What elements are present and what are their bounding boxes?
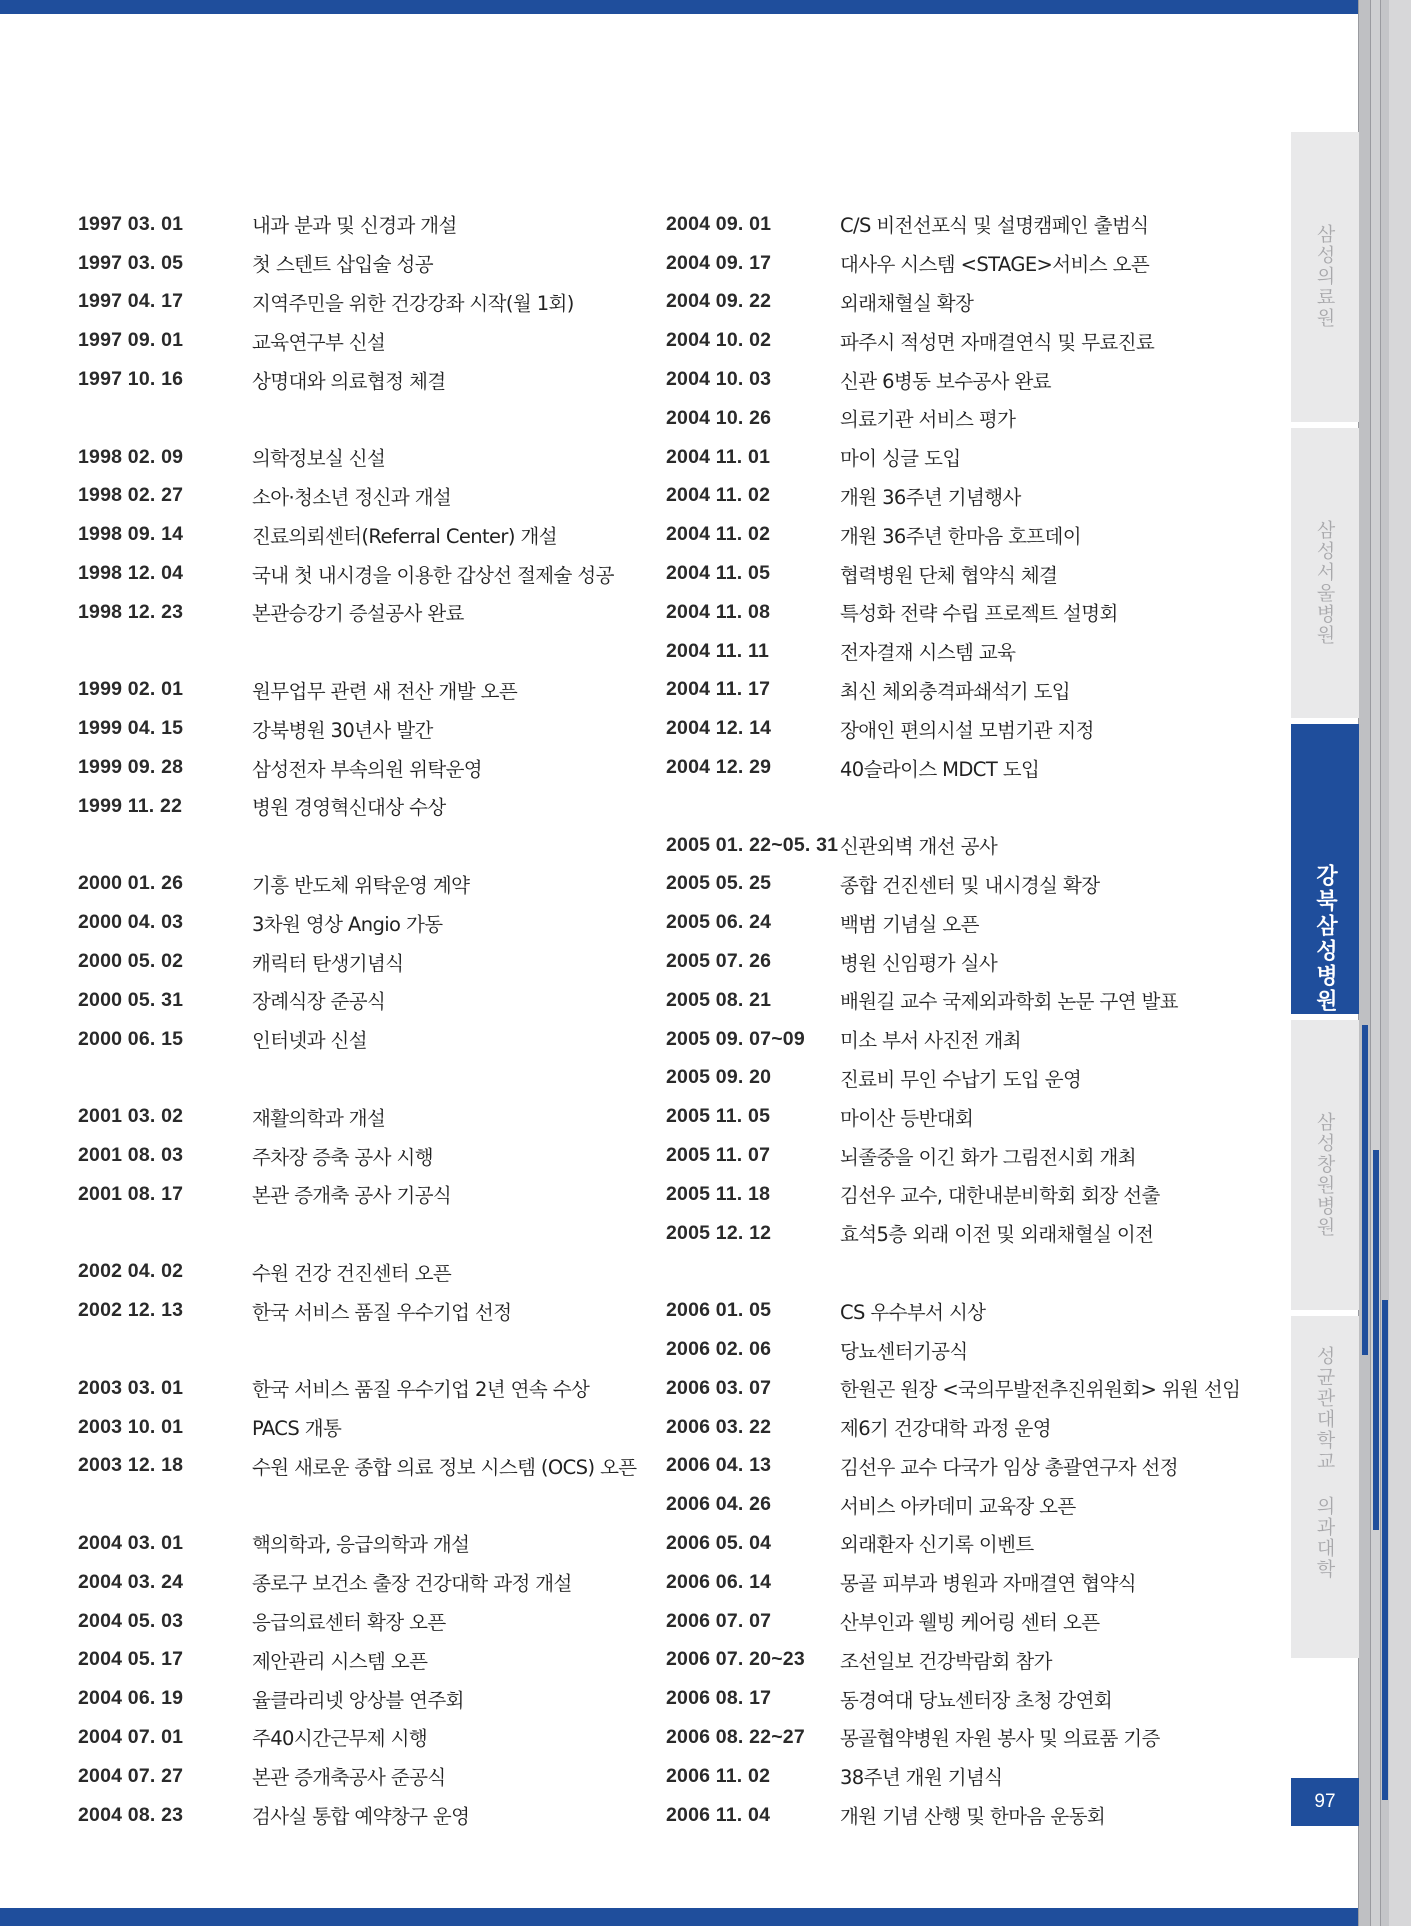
- entry-date: 2004 09. 22: [666, 290, 772, 313]
- entry-date: 2006 02. 06: [666, 1338, 772, 1360]
- entry-text: 몽골협약병원 자원 봉사 및 의료품 기증: [840, 1727, 1160, 1751]
- tab-samsung-medical-center[interactable]: [1291, 132, 1359, 422]
- timeline-entry: [78, 360, 638, 399]
- entry-date: 1999 11. 22: [78, 794, 183, 817]
- entry-date: 2004 11. 05: [666, 562, 771, 585]
- timeline-entry: [666, 942, 1286, 981]
- tab-label: 삼성의료원: [1313, 224, 1336, 329]
- timeline-entry: [666, 1447, 1286, 1486]
- tab-samsung-changwon-hospital[interactable]: [1291, 1020, 1359, 1310]
- entry-date: 2004 06. 19: [78, 1687, 184, 1710]
- entry-text: 종합 건진센터 및 내시경실 확장: [840, 873, 1100, 897]
- entry-text: 40슬라이스 MDCT 도입: [840, 757, 1040, 781]
- timeline-entry: [78, 593, 638, 632]
- entry-date: 2005 11. 07: [666, 1144, 771, 1167]
- entry-date: 2004 11. 17: [666, 678, 771, 701]
- entry-date: 1998 09. 14: [78, 523, 184, 546]
- entry-text: 본관 증개축 공사 기공식: [252, 1184, 452, 1208]
- entry-text: 외래채혈실 확장: [840, 291, 974, 315]
- entry-date: 2006 04. 13: [666, 1454, 772, 1477]
- entry-date: 1998 12. 23: [78, 600, 184, 623]
- timeline-entry: [78, 1640, 638, 1679]
- entry-text: 재활의학과 개설: [252, 1106, 386, 1130]
- entry-text: 지역주민을 위한 건강강좌 시작(월 1회): [252, 291, 574, 315]
- timeline-entry: [78, 1097, 638, 1136]
- edge-tab-mark: [1382, 1300, 1388, 1800]
- timeline-entry: [666, 1602, 1286, 1641]
- tab-label: 삼성창원병원: [1313, 1112, 1336, 1238]
- timeline-entry: [666, 554, 1286, 593]
- entry-text: 전자결재 시스템 교육: [840, 641, 1016, 665]
- entry-text: 개원 기념 산행 및 한마음 운동회: [840, 1805, 1106, 1829]
- entry-date: 1998 02. 09: [78, 445, 184, 468]
- timeline-entry: [666, 903, 1286, 942]
- entry-date: 2005 11. 18: [666, 1182, 771, 1205]
- entry-text: 당뇨센터기공식: [840, 1339, 968, 1363]
- entry-date: 2000 04. 03: [78, 911, 184, 934]
- timeline-entry: [666, 1485, 1286, 1524]
- entry-text: 3차원 영상 Angio 가동: [252, 912, 443, 936]
- timeline-entry: [78, 709, 638, 748]
- entry-text: 진료의뢰센터(Referral Center) 개설: [252, 524, 557, 548]
- entry-date: 2001 08. 03: [78, 1144, 184, 1167]
- tab-skku-medical-school[interactable]: [1291, 1316, 1359, 1658]
- timeline-entry: [666, 1059, 1286, 1098]
- entry-date: 1997 03. 05: [78, 251, 184, 274]
- entry-date: 2002 12. 13: [78, 1299, 184, 1322]
- entry-date: 1997 03. 01: [78, 212, 184, 235]
- tab-label: 성균관대학교 의과대학: [1313, 1346, 1336, 1580]
- entry-text: 주40시간근무제 시행: [252, 1727, 428, 1751]
- entry-text: 상명대와 의료협정 체결: [252, 369, 446, 393]
- timeline-entry: [78, 1718, 638, 1757]
- timeline-entry: [78, 865, 638, 904]
- entry-date: 2004 05. 03: [78, 1609, 184, 1632]
- tab-kangbuk-samsung-hospital[interactable]: [1291, 724, 1359, 1014]
- entry-date: 2004 12. 14: [666, 717, 772, 740]
- entry-text: 율클라리넷 앙상블 연주회: [252, 1688, 464, 1712]
- entry-text: 서비스 아카데미 교육장 오픈: [840, 1494, 1076, 1518]
- entry-date: 2006 05. 04: [666, 1531, 772, 1554]
- timeline-entry: [78, 1369, 638, 1408]
- entry-text: 개원 36주년 한마음 호프데이: [840, 524, 1082, 548]
- timeline-entry: [666, 593, 1286, 632]
- entry-text: 종로구 보건소 출장 건강대학 과정 개설: [252, 1572, 572, 1596]
- spacer-row: [666, 787, 1286, 826]
- timeline-entry: [666, 1369, 1286, 1408]
- entry-text: 장애인 편의시설 모범기관 지정: [840, 718, 1094, 742]
- timeline-entry: [78, 748, 638, 787]
- timeline-entry: [78, 942, 638, 981]
- entry-date: 2004 08. 23: [78, 1803, 184, 1826]
- entry-text: 소아·청소년 정신과 개설: [252, 485, 452, 509]
- entry-text: 협력병원 단체 협약식 체결: [840, 563, 1058, 587]
- timeline-entry: [666, 632, 1286, 671]
- timeline-entry: [78, 438, 638, 477]
- timeline-entry: [666, 1175, 1286, 1214]
- entry-text: 김선우 교수, 대한내분비학회 회장 선출: [840, 1184, 1160, 1208]
- entry-text: 뇌졸중을 이긴 화가 그림전시회 개최: [840, 1145, 1136, 1169]
- timeline-entry: [78, 981, 638, 1020]
- timeline-entry: [666, 1020, 1286, 1059]
- entry-text: 외래환자 신기록 이벤트: [840, 1533, 1034, 1557]
- entry-date: 2004 10. 03: [666, 368, 772, 391]
- entry-text: 의료기관 서비스 평가: [840, 408, 1016, 432]
- timeline-entry: [666, 748, 1286, 787]
- timeline-entry: [666, 1796, 1286, 1835]
- timeline-entry: [666, 1136, 1286, 1175]
- entry-text: 마이산 등반대회: [840, 1106, 974, 1130]
- timeline-entry: [666, 1757, 1286, 1796]
- entry-text: 수원 새로운 종합 의료 정보 시스템 (OCS) 오픈: [252, 1455, 637, 1479]
- entry-date: 2000 01. 26: [78, 872, 184, 895]
- timeline-entry: [78, 244, 638, 283]
- entry-date: 1997 10. 16: [78, 368, 184, 391]
- entry-date: 1999 09. 28: [78, 756, 184, 779]
- entry-text: 한원곤 원장 <국의무발전추진위원회> 위원 선임: [840, 1378, 1241, 1402]
- spacer-row: [78, 826, 638, 865]
- entry-date: 2005 06. 24: [666, 911, 772, 934]
- top-border: [0, 0, 1360, 14]
- timeline-entry: [666, 671, 1286, 710]
- entry-text: 백범 기념실 오픈: [840, 912, 979, 936]
- entry-date: 2004 09. 01: [666, 212, 772, 235]
- entry-date: 2006 07. 20~23: [666, 1648, 805, 1671]
- timeline-entry: [78, 321, 638, 360]
- timeline-entry: [666, 1640, 1286, 1679]
- entry-text: 신관외벽 개선 공사: [840, 835, 998, 859]
- entry-date: 2004 12. 29: [666, 756, 772, 779]
- timeline-entry: [666, 1291, 1286, 1330]
- entry-date: 2006 08. 17: [666, 1687, 772, 1710]
- timeline-entry: [78, 1136, 638, 1175]
- timeline-entry: [78, 554, 638, 593]
- timeline-entry: [666, 244, 1286, 283]
- timeline-left-column: [78, 205, 638, 1834]
- timeline-entry: [666, 1718, 1286, 1757]
- entry-date: 2006 11. 04: [666, 1803, 771, 1826]
- entry-date: 2006 03. 22: [666, 1415, 772, 1438]
- entry-date: 2006 06. 14: [666, 1570, 772, 1593]
- timeline-entry: [78, 1175, 638, 1214]
- entry-text: 본관승강기 증설공사 완료: [252, 602, 464, 626]
- entry-date: 2004 03. 01: [78, 1531, 184, 1554]
- spacer-row: [78, 1485, 638, 1524]
- timeline-entry: [666, 515, 1286, 554]
- timeline-entry: [666, 1679, 1286, 1718]
- page-number: 97: [1291, 1778, 1359, 1826]
- spacer-row: [78, 1059, 638, 1098]
- timeline-entry: [78, 1679, 638, 1718]
- timeline-entry: [666, 321, 1286, 360]
- entry-text: 의학정보실 신설: [252, 447, 386, 471]
- timeline-entry: [78, 671, 638, 710]
- entry-text: 파주시 적성면 자매결연식 및 무료진료: [840, 330, 1155, 354]
- entry-date: 2000 05. 31: [78, 988, 184, 1011]
- spacer-row: [78, 1214, 638, 1253]
- entry-text: 한국 서비스 품질 우수기업 2년 연속 수상: [252, 1378, 590, 1402]
- spacer-row: [78, 632, 638, 671]
- entry-date: 2003 03. 01: [78, 1376, 184, 1399]
- entry-date: 2001 03. 02: [78, 1105, 184, 1128]
- entry-text: 본관 증개축공사 준공식: [252, 1766, 446, 1790]
- entry-date: 1997 04. 17: [78, 290, 184, 313]
- timeline-entry: [78, 205, 638, 244]
- entry-text: 산부인과 웰빙 케어링 센터 오픈: [840, 1611, 1100, 1635]
- timeline-entry: [666, 205, 1286, 244]
- entry-text: 인터넷과 신설: [252, 1029, 368, 1053]
- entry-date: 2004 11. 02: [666, 523, 771, 546]
- entry-text: 응급의료센터 확장 오픈: [252, 1611, 446, 1635]
- entry-text: 특성화 전략 수립 프로젝트 설명회: [840, 602, 1118, 626]
- timeline-entry: [666, 1097, 1286, 1136]
- entry-text: 조선일보 건강박람회 참가: [840, 1649, 1052, 1673]
- entry-date: 2006 01. 05: [666, 1299, 772, 1322]
- spacer-row: [78, 399, 638, 438]
- entry-date: 2004 11. 11: [666, 639, 770, 662]
- entry-text: 병원 경영혁신대상 수상: [252, 796, 446, 820]
- entry-date: 2002 04. 02: [78, 1260, 184, 1283]
- entry-date: 2006 07. 07: [666, 1609, 772, 1632]
- entry-date: 2006 11. 02: [666, 1764, 771, 1787]
- timeline-entry: [78, 515, 638, 554]
- entry-date: 2004 11. 02: [666, 484, 771, 507]
- timeline-entry: [78, 787, 638, 826]
- entry-text: 수원 건강 건진센터 오픈: [252, 1261, 452, 1285]
- entry-date: 1999 02. 01: [78, 678, 184, 701]
- timeline-entry: [78, 1563, 638, 1602]
- timeline-entry: [666, 865, 1286, 904]
- entry-text: 몽골 피부과 병원과 자매결연 협약식: [840, 1572, 1136, 1596]
- timeline-entry: [666, 477, 1286, 516]
- entry-text: C/S 비전선포식 및 설명캠페인 출범식: [840, 214, 1149, 238]
- entry-date: 1999 04. 15: [78, 717, 184, 740]
- entry-text: 핵의학과, 응급의학과 개설: [252, 1533, 470, 1557]
- bottom-border: [0, 1908, 1360, 1926]
- timeline-entry: [78, 1253, 638, 1292]
- edge-tab-mark: [1373, 1150, 1379, 1530]
- entry-date: 2004 07. 27: [78, 1764, 184, 1787]
- entry-text: 장례식장 준공식: [252, 990, 386, 1014]
- entry-text: 캐릭터 탄생기념식: [252, 951, 404, 975]
- entry-text: 마이 싱글 도입: [840, 447, 961, 471]
- timeline-entry: [78, 1447, 638, 1486]
- entry-date: 2003 10. 01: [78, 1415, 184, 1438]
- spacer-row: [666, 1253, 1286, 1292]
- timeline-entry: [666, 360, 1286, 399]
- timeline-entry: [78, 1602, 638, 1641]
- timeline-entry: [666, 709, 1286, 748]
- entry-text: 진료비 무인 수납기 도입 운영: [840, 1067, 1082, 1091]
- entry-date: 2004 11. 01: [666, 445, 771, 468]
- entry-text: 배원길 교수 국제외과학회 논문 구연 발표: [840, 990, 1179, 1014]
- entry-date: 2005 07. 26: [666, 950, 772, 973]
- timeline-entry: [666, 399, 1286, 438]
- timeline-entry: [666, 826, 1286, 865]
- entry-date: 1998 12. 04: [78, 562, 184, 585]
- entry-date: 2005 09. 07~09: [666, 1027, 805, 1050]
- entry-date: 2004 05. 17: [78, 1648, 184, 1671]
- entry-text: PACS 개통: [252, 1417, 342, 1441]
- entry-date: 2004 09. 17: [666, 251, 772, 274]
- entry-text: 효석5층 외래 이전 및 외래채혈실 이전: [840, 1223, 1154, 1247]
- tab-label: 강북삼성병원: [1312, 864, 1338, 1014]
- entry-text: 기흥 반도체 위탁운영 계약: [252, 873, 470, 897]
- timeline-entry: [666, 438, 1286, 477]
- entry-date: 2004 10. 02: [666, 329, 772, 352]
- entry-text: 내과 분과 및 신경과 개설: [252, 214, 457, 238]
- entry-date: 2000 06. 15: [78, 1027, 184, 1050]
- spacer-row: [78, 1330, 638, 1369]
- entry-text: 동경여대 당뇨센터장 초청 강연회: [840, 1688, 1113, 1712]
- timeline-entry: [666, 283, 1286, 322]
- entry-date: 2005 09. 20: [666, 1066, 772, 1089]
- tab-label: 삼성서울병원: [1313, 520, 1336, 646]
- timeline-entry: [78, 477, 638, 516]
- entry-text: CS 우수부서 시상: [840, 1300, 986, 1324]
- entry-date: 2005 12. 12: [666, 1221, 772, 1244]
- timeline-right-column: [666, 205, 1286, 1834]
- entry-date: 2004 11. 08: [666, 600, 771, 623]
- timeline-entry: [78, 903, 638, 942]
- entry-text: 한국 서비스 품질 우수기업 선정: [252, 1300, 512, 1324]
- entry-date: 2003 12. 18: [78, 1454, 184, 1477]
- entry-date: 2001 08. 17: [78, 1182, 184, 1205]
- timeline-entry: [78, 283, 638, 322]
- entry-date: 2006 03. 07: [666, 1376, 772, 1399]
- entry-text: 대사우 시스템 <STAGE>서비스 오픈: [840, 253, 1150, 277]
- timeline-entry: [666, 1330, 1286, 1369]
- entry-date: 2006 04. 26: [666, 1493, 772, 1516]
- entry-text: 신관 6병동 보수공사 완료: [840, 369, 1051, 393]
- entry-text: 병원 신임평가 실사: [840, 951, 998, 975]
- entry-text: 제안관리 시스템 오픈: [252, 1649, 428, 1673]
- entry-text: 38주년 개원 기념식: [840, 1766, 1003, 1790]
- timeline-entry: [78, 1796, 638, 1835]
- timeline-entry: [78, 1020, 638, 1059]
- entry-text: 검사실 통합 예약창구 운영: [252, 1805, 470, 1829]
- timeline-entry: [78, 1757, 638, 1796]
- timeline-entry: [666, 1408, 1286, 1447]
- timeline-entry: [78, 1524, 638, 1563]
- entry-text: 원무업무 관련 새 전산 개발 오픈: [252, 679, 518, 703]
- entry-text: 제6기 건강대학 과정 운영: [840, 1417, 1051, 1441]
- entry-date: 2004 07. 01: [78, 1725, 184, 1748]
- edge-tab-mark: [1362, 1025, 1368, 1355]
- entry-date: 2004 10. 26: [666, 406, 772, 429]
- entry-text: 미소 부서 사진전 개최: [840, 1029, 1021, 1053]
- entry-text: 주차장 증축 공사 시행: [252, 1145, 433, 1169]
- entry-date: 2005 05. 25: [666, 872, 772, 895]
- entry-text: 최신 체외충격파쇄석기 도입: [840, 679, 1071, 703]
- entry-text: 국내 첫 내시경을 이용한 갑상선 절제술 성공: [252, 563, 614, 587]
- entry-date: 1998 02. 27: [78, 484, 184, 507]
- entry-date: 2000 05. 02: [78, 950, 184, 973]
- entry-text: 개원 36주년 기념행사: [840, 485, 1021, 509]
- entry-date: 1997 09. 01: [78, 329, 184, 352]
- entry-date: 2005 01. 22~05. 31: [666, 833, 839, 856]
- entry-text: 삼성전자 부속의원 위탁운영: [252, 757, 483, 781]
- entry-text: 김선우 교수 다국가 임상 총괄연구자 선정: [840, 1455, 1179, 1479]
- entry-date: 2005 08. 21: [666, 988, 772, 1011]
- entry-text: 첫 스텐트 삽입술 성공: [252, 253, 433, 277]
- tab-samsung-seoul-hospital[interactable]: [1291, 428, 1359, 718]
- timeline-entry: [78, 1408, 638, 1447]
- timeline-entry: [666, 1214, 1286, 1253]
- timeline-entry: [666, 1563, 1286, 1602]
- entry-date: 2004 03. 24: [78, 1570, 184, 1593]
- timeline-entry: [666, 1524, 1286, 1563]
- entry-text: 교육연구부 신설: [252, 330, 386, 354]
- entry-date: 2006 08. 22~27: [666, 1725, 805, 1748]
- entry-text: 강북병원 30년사 발간: [252, 718, 433, 742]
- entry-date: 2005 11. 05: [666, 1105, 771, 1128]
- timeline-entry: [666, 981, 1286, 1020]
- timeline-entry: [78, 1291, 638, 1330]
